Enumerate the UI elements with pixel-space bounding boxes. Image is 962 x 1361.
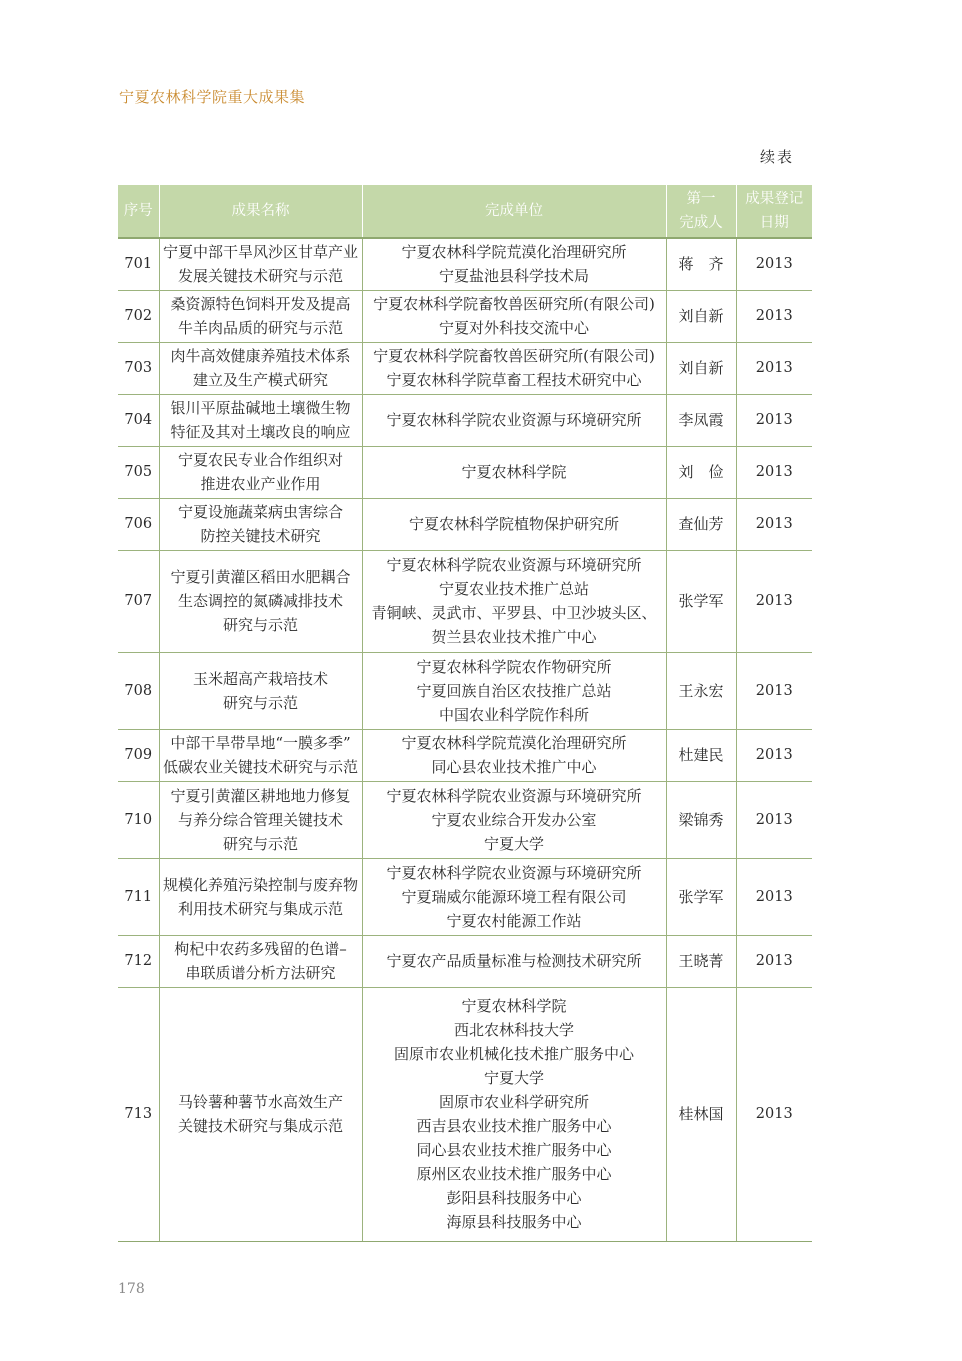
cell-unit-line: 固原市农业科学研究所 — [438, 1093, 589, 1111]
cell-name-line: 宁夏引黄灌区耕地地力修复 — [170, 786, 351, 805]
cell-unit — [362, 858, 666, 935]
cell-unit — [362, 238, 666, 290]
cell-name-line: 关键技术研究与集成示范 — [177, 1117, 343, 1135]
column-header-text: 成果名称 — [231, 203, 290, 219]
cell-unit-line: 宁夏农业技术推广总站 — [438, 580, 589, 598]
cell-name — [159, 858, 362, 935]
cell-name-line: 肉牛高效健康养殖技术体系 — [170, 347, 351, 365]
table-row — [118, 394, 812, 446]
cell-date: 2013 — [736, 550, 812, 652]
column-header-unit — [362, 185, 666, 238]
table-row — [118, 550, 812, 652]
table-body — [118, 238, 812, 1241]
column-header-text: 完成人 — [679, 215, 723, 231]
cell-unit-line: 宁夏农林科学院荒漠化治理研究所 — [401, 734, 627, 752]
cell-person: 刘自新 — [666, 342, 736, 394]
cell-date: 2013 — [736, 498, 812, 550]
cell-name — [159, 781, 362, 858]
cell-no: 701 — [118, 238, 159, 290]
cell-date: 2013 — [736, 987, 812, 1241]
table-row — [118, 652, 812, 729]
cell-unit-line: 宁夏对外科技交流中心 — [438, 319, 589, 337]
cell-no: 712 — [118, 935, 159, 987]
table-row — [118, 342, 812, 394]
cell-date: 2013 — [736, 238, 812, 290]
continued-label: 续表 — [760, 148, 795, 166]
cell-unit-line: 宁夏农林科学院植物保护研究所 — [408, 515, 619, 533]
cell-name-line: 中部干旱带旱地“一膜多季” — [170, 734, 351, 752]
cell-name — [159, 498, 362, 550]
cell-unit-line: 宁夏农业综合开发办公室 — [431, 810, 597, 829]
cell-unit-line: 宁夏农林科学院农业资源与环境研究所 — [386, 411, 642, 429]
cell-person: 蒋 齐 — [666, 238, 736, 290]
cell-unit-line: 宁夏农林科学院畜牧兽医研究所(有限公司) — [373, 347, 655, 365]
cell-no: 706 — [118, 498, 159, 550]
cell-unit-line: 宁夏农林科学院农业资源与环境研究所 — [386, 556, 642, 574]
book-title: 宁夏农林科学院重大成果集 — [119, 88, 306, 106]
cell-name — [159, 652, 362, 729]
column-header-text: 成果登记 — [745, 191, 804, 207]
cell-name-line: 串联质谱分析方法研究 — [185, 964, 336, 982]
cell-person: 张学军 — [666, 858, 736, 935]
cell-unit-line: 西北农林科技大学 — [453, 1021, 574, 1039]
column-header-text: 日期 — [759, 215, 789, 231]
cell-unit — [362, 550, 666, 652]
cell-unit-line: 宁夏大学 — [483, 834, 544, 853]
cell-person: 查仙芳 — [666, 498, 736, 550]
cell-name — [159, 987, 362, 1241]
cell-name-line: 宁夏中部干旱风沙区甘草产业 — [162, 243, 358, 262]
table-row — [118, 935, 812, 987]
cell-unit-line: 宁夏农林科学院草畜工程技术研究中心 — [386, 371, 642, 389]
table-row — [118, 238, 812, 290]
cell-name — [159, 342, 362, 394]
table-row — [118, 498, 812, 550]
cell-name-line: 特征及其对土壤改良的响应 — [170, 423, 351, 441]
table-row — [118, 290, 812, 342]
cell-date: 2013 — [736, 729, 812, 781]
column-header-name — [159, 185, 362, 238]
cell-person: 杜建民 — [666, 729, 736, 781]
cell-unit-line: 宁夏农林科学院 — [461, 997, 567, 1015]
cell-name-line: 宁夏引黄灌区稻田水肥耦合 — [170, 568, 351, 586]
cell-unit-line: 宁夏农林科学院畜牧兽医研究所(有限公司) — [373, 295, 655, 313]
table-row — [118, 446, 812, 498]
cell-unit-line: 宁夏农林科学院荒漠化治理研究所 — [401, 243, 627, 262]
cell-unit-line: 固原市农业机械化技术推广服务中心 — [393, 1045, 634, 1063]
cell-name — [159, 446, 362, 498]
cell-unit-line: 宁夏瑞威尔能源环境工程有限公司 — [401, 887, 627, 906]
cell-person: 刘 俭 — [666, 446, 736, 498]
cell-unit-line: 宁夏农林科学院农业资源与环境研究所 — [386, 786, 642, 805]
cell-no: 707 — [118, 550, 159, 652]
table-row — [118, 858, 812, 935]
cell-unit-line: 同心县农业技术推广服务中心 — [416, 1141, 612, 1159]
cell-name-line: 规模化养殖污染控制与废弃物 — [162, 875, 358, 894]
cell-name-line: 研究与示范 — [222, 616, 298, 634]
cell-no: 713 — [118, 987, 159, 1241]
column-header-text: 序号 — [123, 203, 153, 219]
cell-name-line: 推进农业产业作用 — [200, 475, 321, 493]
cell-unit — [362, 342, 666, 394]
cell-no: 710 — [118, 781, 159, 858]
column-header-person — [666, 185, 736, 238]
cell-date: 2013 — [736, 342, 812, 394]
cell-name-line: 研究与示范 — [222, 693, 298, 712]
cell-person: 桂林国 — [666, 987, 736, 1241]
cell-name — [159, 394, 362, 446]
cell-name-line: 桑资源特色饲料开发及提高 — [170, 295, 351, 313]
cell-unit-line: 同心县农业技术推广中心 — [431, 758, 597, 776]
cell-unit-line: 原州区农业技术推广服务中心 — [416, 1165, 612, 1183]
cell-name-line: 牛羊肉品质的研究与示范 — [177, 319, 343, 337]
cell-name-line: 宁夏设施蔬菜病虫害综合 — [177, 503, 343, 521]
cell-no: 703 — [118, 342, 159, 394]
cell-unit-line: 宁夏回族自治区农技推广总站 — [416, 681, 612, 700]
cell-date: 2013 — [736, 781, 812, 858]
cell-person: 刘自新 — [666, 290, 736, 342]
cell-unit-line: 宁夏大学 — [483, 1069, 544, 1087]
table-row — [118, 781, 812, 858]
cell-unit — [362, 781, 666, 858]
cell-name-line: 发展关键技术研究与示范 — [177, 267, 343, 286]
cell-no: 705 — [118, 446, 159, 498]
cell-name-line: 宁夏农民专业合作组织对 — [177, 451, 343, 469]
cell-name-line: 低碳农业关键技术研究与示范 — [162, 758, 358, 776]
cell-unit-line: 西吉县农业技术推广服务中心 — [416, 1117, 612, 1135]
page-number: 178 — [118, 1281, 145, 1297]
cell-unit-line: 贺兰县农业技术推广中心 — [431, 628, 597, 646]
cell-person: 王晓菁 — [666, 935, 736, 987]
cell-name — [159, 238, 362, 290]
cell-person: 李凤霞 — [666, 394, 736, 446]
cell-name-line: 与养分综合管理关键技术 — [177, 810, 343, 829]
column-header-no — [118, 185, 159, 238]
cell-name-line: 利用技术研究与集成示范 — [177, 899, 343, 918]
cell-unit-line: 宁夏农产品质量标准与检测技术研究所 — [386, 952, 642, 970]
table-row — [118, 729, 812, 781]
cell-name-line: 枸杞中农药多残留的色谱– — [174, 940, 347, 958]
cell-no: 708 — [118, 652, 159, 729]
cell-name-line: 银川平原盐碱地土壤微生物 — [170, 399, 351, 417]
cell-unit-line: 宁夏农林科学院农作物研究所 — [416, 657, 612, 676]
cell-date: 2013 — [736, 290, 812, 342]
cell-unit-line: 宁夏农村能源工作站 — [446, 911, 582, 930]
cell-name-line: 马铃薯种薯节水高效生产 — [177, 1093, 343, 1111]
cell-unit — [362, 498, 666, 550]
cell-name-line: 生态调控的氮磷减排技术 — [177, 592, 343, 610]
cell-person: 张学军 — [666, 550, 736, 652]
cell-unit — [362, 290, 666, 342]
cell-unit — [362, 987, 666, 1241]
cell-no: 704 — [118, 394, 159, 446]
cell-date: 2013 — [736, 394, 812, 446]
cell-unit — [362, 446, 666, 498]
column-header-text: 完成单位 — [485, 203, 543, 219]
cell-name — [159, 935, 362, 987]
cell-name — [159, 729, 362, 781]
cell-no: 702 — [118, 290, 159, 342]
cell-unit-line: 青铜峡、灵武市、平罗县、中卫沙坡头区、 — [371, 604, 657, 622]
cell-date: 2013 — [736, 935, 812, 987]
cell-unit — [362, 935, 666, 987]
column-header-date — [736, 185, 812, 238]
cell-person: 王永宏 — [666, 652, 736, 729]
cell-unit-line: 宁夏农林科学院农业资源与环境研究所 — [386, 863, 642, 882]
cell-name-line: 建立及生产模式研究 — [192, 371, 328, 389]
cell-unit-line: 宁夏盐池县科学技术局 — [438, 267, 589, 286]
cell-name — [159, 550, 362, 652]
cell-person: 梁锦秀 — [666, 781, 736, 858]
cell-unit — [362, 729, 666, 781]
cell-date: 2013 — [736, 446, 812, 498]
cell-date: 2013 — [736, 858, 812, 935]
cell-unit — [362, 652, 666, 729]
cell-name-line: 研究与示范 — [222, 834, 298, 853]
cell-unit — [362, 394, 666, 446]
table-row — [118, 987, 812, 1241]
column-header-text: 第一 — [686, 191, 716, 207]
cell-no: 711 — [118, 858, 159, 935]
cell-name — [159, 290, 362, 342]
table-header-row — [118, 185, 812, 238]
achievements-table — [118, 185, 812, 1242]
cell-unit-line: 宁夏农林科学院 — [461, 463, 567, 481]
cell-name-line: 防控关键技术研究 — [200, 527, 321, 545]
cell-unit-line: 彭阳县科技服务中心 — [446, 1189, 582, 1207]
cell-no: 709 — [118, 729, 159, 781]
cell-unit-line: 中国农业科学院作科所 — [438, 705, 589, 724]
cell-date: 2013 — [736, 652, 812, 729]
cell-unit-line: 海原县科技服务中心 — [446, 1213, 582, 1231]
cell-name-line: 玉米超高产栽培技术 — [192, 669, 328, 688]
